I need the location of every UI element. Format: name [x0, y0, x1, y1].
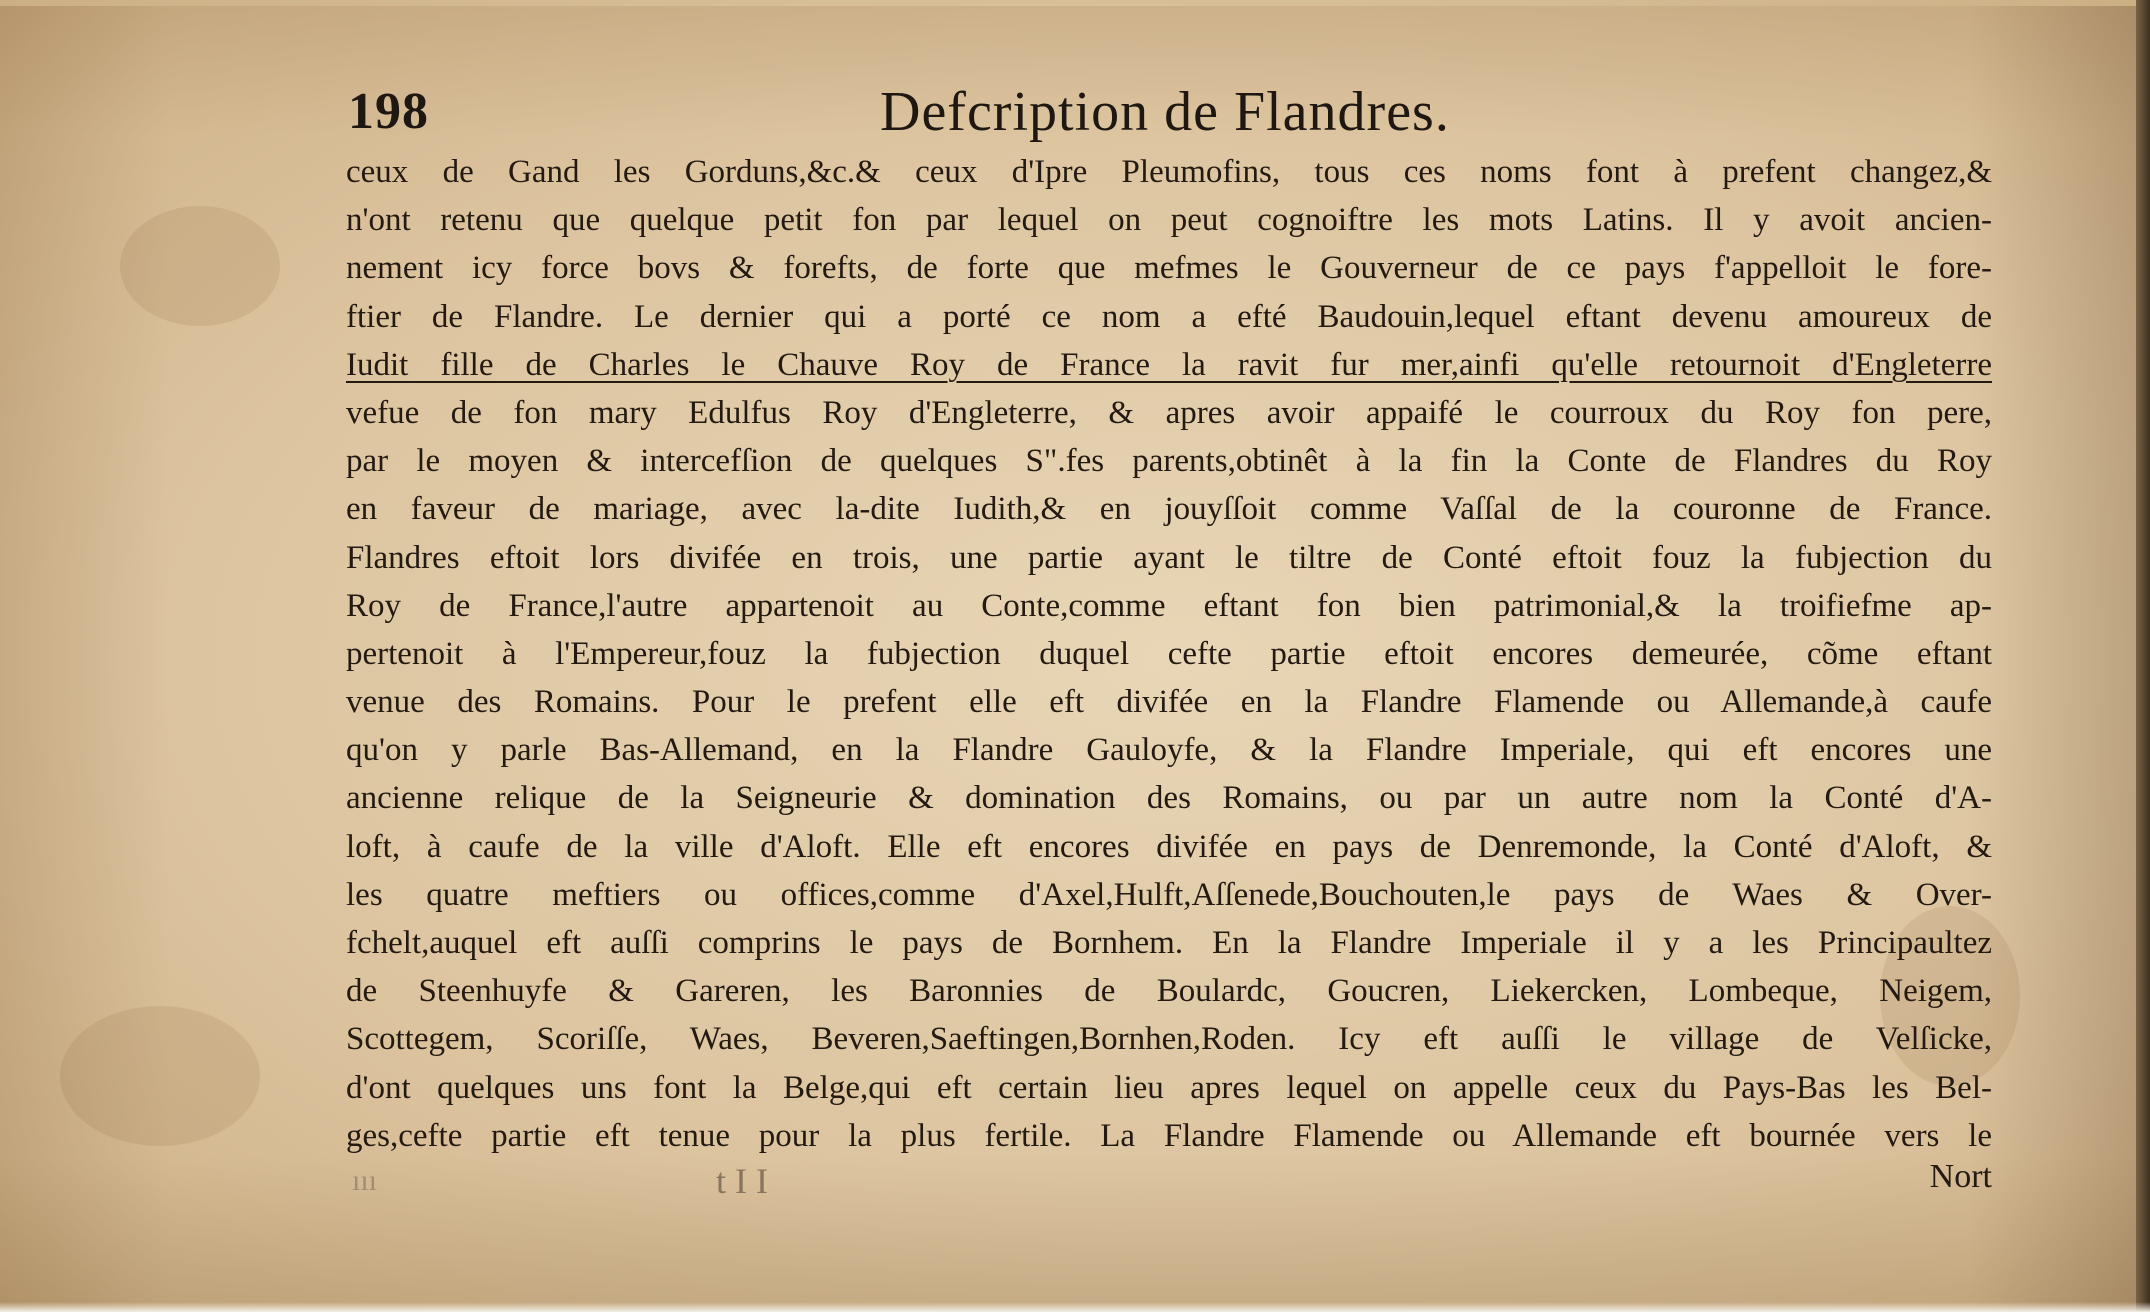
- text-line: Scottegem, Scoriſſe, Waes, Beveren,Saeftingen,Bornhen,Roden. Icy eft auſſi le village de Velſicke,: [346, 1021, 1992, 1058]
- text-line: Flandres eftoit lors divifée en trois, une partie ayant le tiltre de Conté eftoit fouz la fubjection du: [346, 539, 1992, 576]
- page-footer: [346, 1154, 1992, 1214]
- text-line: pertenoit à l'Empereur,fouz la fubjection duquel cefte partie eftoit encores demeurée, cõme eftant: [346, 635, 1992, 672]
- text-line: n'ont retenu que quelque petit fon par lequel on peut cognoiftre les mots Latins. Il y avoit ancien-: [346, 202, 1992, 239]
- paper-stain: [60, 1006, 260, 1146]
- text-line: qu'on y parle Bas-Allemand, en la Flandre Gauloyfe, & la Flandre Imperiale, qui eft encores une: [346, 732, 1992, 769]
- page-header: [340, 76, 2000, 156]
- signature-mark: ııı: [352, 1164, 378, 1197]
- paper-stain: [120, 206, 280, 326]
- text-line: ftier de Flandre. Le dernier qui a porté ce nom a efté Baudouin,lequel eftant devenu amoureux de: [346, 298, 1992, 335]
- text-line: fchelt,auquel eft auſſi comprins le pays de Bornhem. En la Flandre Imperiale il y a les Principaultez: [346, 925, 1992, 961]
- text-line: Roy de France,l'autre appartenoit au Conte,comme eftant fon bien patrimonial,& la troifiefme ap-: [346, 587, 1992, 624]
- page-edge-bottom: [0, 1302, 2150, 1312]
- text-line: d'ont quelques uns font la Belge,qui eft certain lieu apres lequel on appelle ceux du Pays-Bas les Bel-: [346, 1069, 1992, 1106]
- signature-letters: t I I: [716, 1161, 768, 1201]
- text-line: Iudit fille de Charles le Chauve Roy de France la ravit fur mer,ainfi qu'elle retournoit d'Engleterre: [346, 346, 1992, 383]
- text-line: ancienne relique de la Seigneurie & domination des Romains, ou par un autre nom la Conté d'A-: [346, 780, 1992, 817]
- paper-sheet: [0, 6, 2138, 1312]
- text-line: ceux de Gand les Gorduns,&c.& ceux d'Ipre Pleumofins, tous ces noms font à prefent changez,&: [346, 154, 1992, 190]
- text-line: loft, à caufe de la ville d'Aloft. Elle eft encores divifée en pays de Denremonde, la Conté d'Aloft, &: [346, 828, 1992, 865]
- text-line: par le moyen & intercefſion de quelques S".fes parents,obtinêt à la fin la Conte de Flandres du Roy: [346, 443, 1992, 480]
- running-title: Defcription de Flandres.: [880, 81, 1450, 143]
- page-number: 198: [348, 83, 429, 140]
- text-line: de Steenhuyfe & Gareren, les Baronnies de Boulardc, Goucren, Liekercken, Lombeque, Neigem,: [346, 973, 1992, 1010]
- body-text: [346, 148, 1992, 1160]
- text-line: venue des Romains. Pour le prefent elle eft divifée en la Flandre Flamende ou Allemande,à caufe: [346, 684, 1992, 721]
- text-line: les quatre meftiers ou offices,comme d'Axel,Hulft,Aſſenede,Bouchouten,le pays de Waes & Over-: [346, 876, 1992, 913]
- text-line: ges,cefte partie eft tenue pour la plus fertile. La Flandre Flamende ou Allemande eft bournée vers le: [346, 1117, 1992, 1154]
- catchword: Nort: [1929, 1158, 1992, 1195]
- page-edge-shadow: [2136, 0, 2150, 1312]
- text-line: nement icy force bovs & forefts, de forte que mefmes le Gouverneur de ce pays f'appelloit le fore-: [346, 250, 1992, 287]
- text-line: vefue de fon mary Edulfus Roy d'Engleterre, & apres avoir appaifé le courroux du Roy fon pere,: [346, 394, 1992, 431]
- text-line: en faveur de mariage, avec la-dite Iudith,& en jouyſſoit comme Vaſſal de la couronne de France.: [346, 491, 1992, 528]
